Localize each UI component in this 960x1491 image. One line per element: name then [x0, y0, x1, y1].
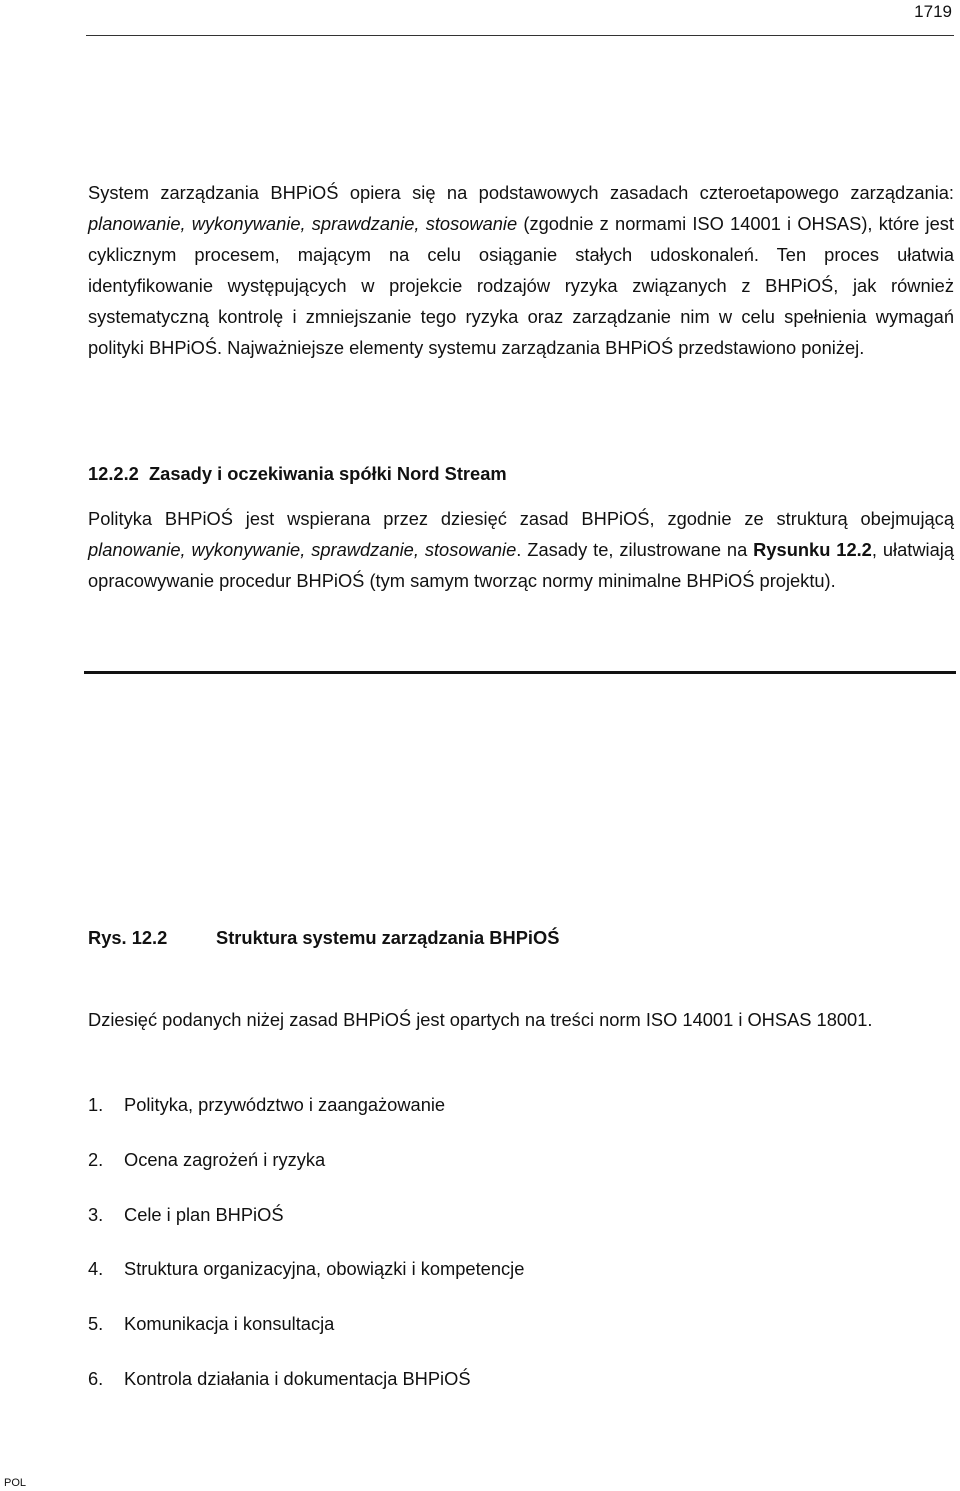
- section-text-mid: . Zasady te, zilustrowane na: [516, 539, 754, 560]
- section-text-start: Polityka BHPiOŚ jest wspierana przez dziesięć zasad BHPiOŚ, zgodnie ze strukturą obejmującą: [88, 508, 954, 529]
- intro-text-rest: (zgodnie z normami ISO 14001 i OHSAS), które jest cyklicznym procesem, mającym na celu osiąganie stałych udoskonaleń. Ten proces ułatwia identyfikowanie występujących w projekcie rodzajów ryzyka związanych z BHPiOŚ, jak również systematyczną kontrolę i zmniejszanie tego ryzyka oraz zarządzanie nim w celu spełnienia wymagań polityki BHPiOŚ. Najważniejsze elementy systemu zarządzania BHPiOŚ przedstawiono poniżej.: [88, 213, 954, 358]
- footer-language-code: POL: [4, 1477, 27, 1489]
- intro-text-italic: planowanie, wykonywanie, sprawdzanie, stosowanie: [88, 213, 518, 234]
- section-title: Zasady i oczekiwania spółki Nord Stream: [149, 463, 507, 484]
- header-rule: [86, 35, 954, 36]
- page-number: 1719: [914, 2, 952, 21]
- figure-label: Rys. 12.2: [88, 927, 168, 948]
- figure-title: Struktura systemu zarządzania BHPiOŚ: [216, 927, 560, 948]
- norms-paragraph: Dziesięć podanych niżej zasad BHPiOŚ jest opartych na treści norm ISO 14001 i OHSAS 18001.: [88, 1009, 873, 1030]
- intro-text-start: System zarządzania BHPiOŚ opiera się na podstawowych zasadach czteroetapowego zarządzania:: [88, 182, 954, 203]
- list-item-text: Struktura organizacyjna, obowiązki i kompetencje: [124, 1258, 525, 1279]
- list-item-text: Polityka, przywództwo i zaangażowanie: [124, 1094, 446, 1115]
- section-paragraph: [88, 503, 954, 596]
- list-item-text: Kontrola działania i dokumentacja BHPiOŚ: [124, 1368, 471, 1389]
- intro-paragraph: [88, 177, 954, 363]
- list-item-number: 3.: [88, 1204, 104, 1225]
- list-item-number: 1.: [88, 1094, 104, 1115]
- list-item-number: 4.: [88, 1258, 104, 1279]
- section-text-rest: , ułatwiają opracowywanie procedur BHPiOŚ (tym samym tworząc normy minimalne BHPiOŚ projektu).: [88, 539, 954, 591]
- section-text-italic: planowanie, wykonywanie, sprawdzanie, stosowanie: [88, 539, 517, 560]
- list-item-number: 6.: [88, 1368, 104, 1389]
- list-item-text: Cele i plan BHPiOŚ: [124, 1204, 284, 1225]
- list-item-number: 5.: [88, 1313, 104, 1334]
- list-item-text: Ocena zagrożeń i ryzyka: [124, 1149, 326, 1170]
- list-item-number: 2.: [88, 1149, 104, 1170]
- section-number: 12.2.2: [88, 463, 139, 484]
- list-item-text: Komunikacja i konsultacja: [124, 1313, 335, 1334]
- figure-top-rule: [84, 671, 956, 674]
- figure-reference: Rysunku 12.2: [753, 539, 872, 560]
- section-heading: [88, 463, 954, 485]
